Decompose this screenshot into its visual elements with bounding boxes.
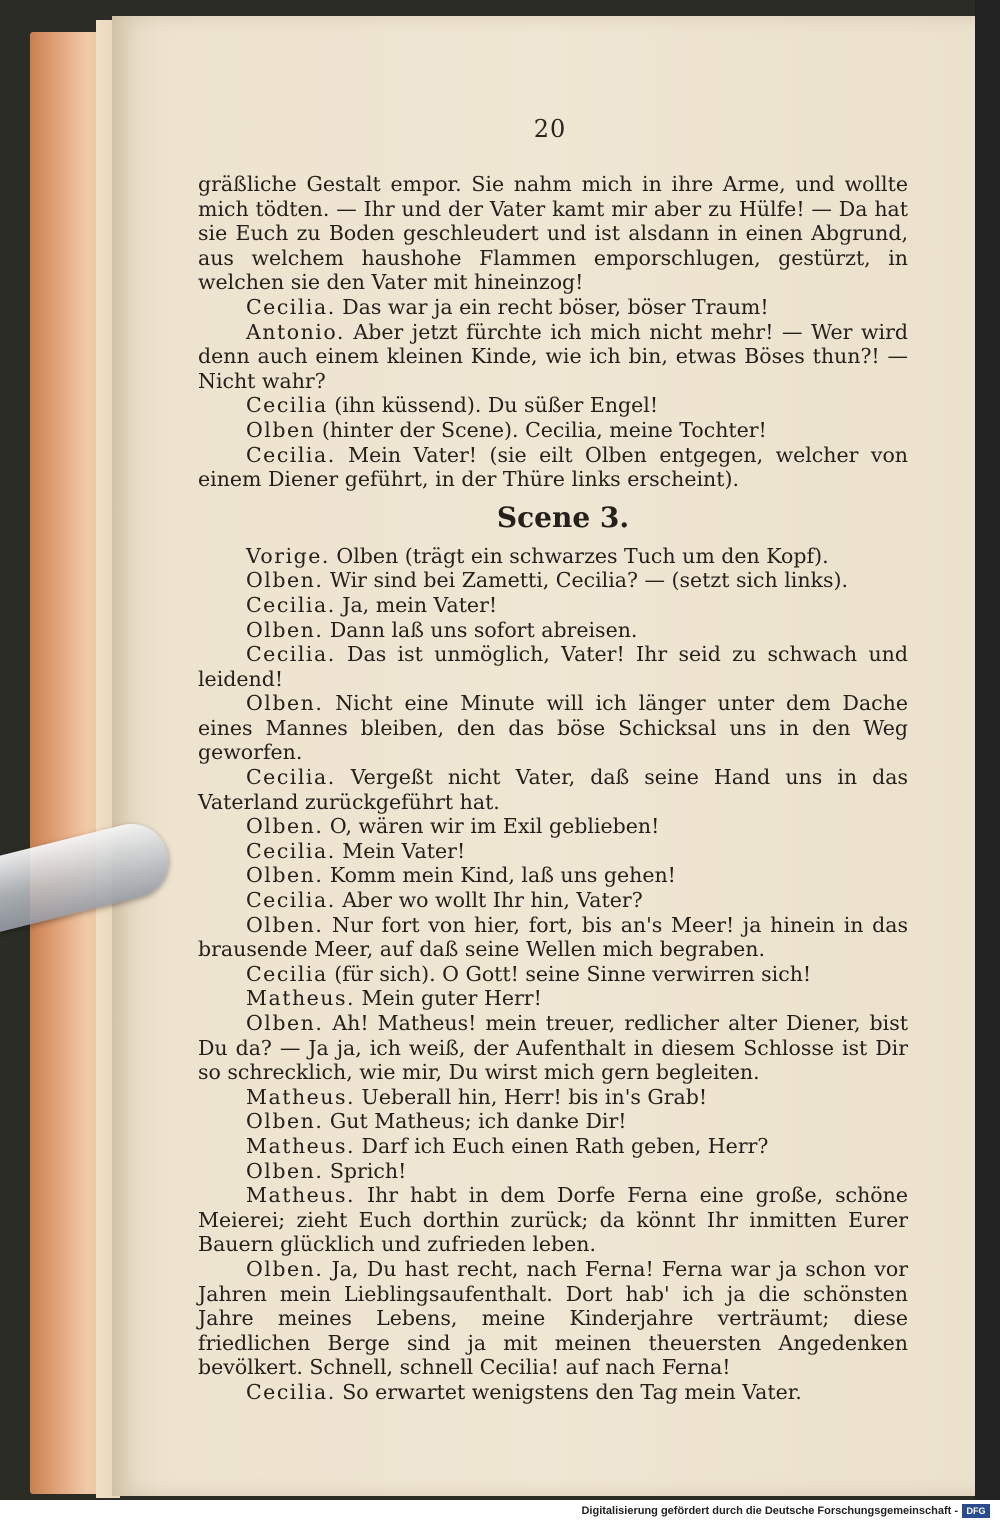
line-text: Olben (trägt ein schwarzes Tuch um den Kopf). — [329, 543, 829, 568]
dialogue-line — [198, 618, 908, 643]
speaker-name: Cecilia — [246, 961, 328, 986]
right-margin-dark — [975, 0, 1000, 1500]
speaker-name: Olben. — [246, 863, 324, 888]
line-text: Dann laß uns sofort abreisen. — [323, 617, 638, 642]
speaker-name: Cecilia. — [246, 888, 336, 913]
speaker-name: Olben. — [246, 912, 324, 937]
line-text: Gut Matheus; ich danke Dir! — [323, 1109, 627, 1134]
speaker-name: Olben. — [246, 617, 324, 642]
line-text: Vergeßt nicht Vater, daß seine Hand uns in das Vaterland zurückgeführt hat. — [198, 765, 908, 814]
page-number: 20 — [533, 115, 567, 143]
paragraph — [198, 172, 908, 295]
dialogue-line — [198, 393, 908, 418]
page-text — [198, 172, 908, 1405]
speaker-name: Antonio. — [246, 319, 345, 344]
speaker-name: Cecilia. — [246, 765, 336, 790]
dialogue-line — [198, 863, 908, 888]
line-text: Darf ich Euch einen Rath geben, Herr? — [355, 1133, 769, 1158]
line-text: Das ist unmöglich, Vater! Ihr seid zu schwach und leidend! — [198, 642, 908, 691]
speaker-name: Matheus. — [246, 1183, 356, 1208]
dialogue-line — [198, 1085, 908, 1110]
speaker-name: Cecilia — [246, 393, 328, 418]
line-text: (für sich). O Gott! seine Sinne verwirren sich! — [327, 961, 812, 986]
line-text: Nicht eine Minute will ich länger unter dem Dache eines Mannes bleiben, den das böse Schicksal uns in den Weg geworfen. — [198, 691, 908, 765]
dialogue-line — [198, 1011, 908, 1085]
dialogue-line — [198, 1380, 908, 1405]
line-text: O, wären wir im Exil geblieben! — [323, 814, 660, 839]
line-text: Ueberall hin, Herr! bis in's Grab! — [355, 1084, 708, 1109]
line-text: Sprich! — [323, 1158, 407, 1183]
line-text: Nur fort von hier, fort, bis an's Meer! ja hinein in das brausende Meer, auf daß seine Wellen mich begraben. — [198, 912, 908, 962]
dialogue-line — [198, 1257, 908, 1380]
speaker-name: Cecilia. — [246, 838, 336, 863]
dialogue-line — [198, 544, 908, 569]
dialogue-line — [198, 568, 908, 593]
speaker-name: Cecilia. — [246, 294, 336, 319]
dialogue-line — [198, 418, 908, 443]
line-text: (hinter der Scene). Cecilia, meine Tochter! — [315, 417, 767, 442]
dialogue-line — [198, 962, 908, 987]
line-text: gräßliche Gestalt empor. Sie nahm mich in ihre Arme, und wollte mich tödten. — Ihr und der Vater kamt mir aber zu Hülfe! — Da hat sie Euch zu Boden geschleudert und ist alsdann in einen Abgrund, aus welchem haushohe Flammen emporschlugen, gestürzt, in welchen sie den Vater mit hineinzog! — [198, 172, 908, 295]
speaker-name: Cecilia. — [246, 642, 336, 667]
dialogue-line — [198, 691, 908, 765]
line-text: Mein Vater! — [335, 838, 466, 863]
line-text: Das war ja ein recht böser, böser Traum! — [335, 294, 769, 319]
dialogue-line — [198, 1183, 908, 1257]
dialogue-line — [198, 320, 908, 394]
dialogue-line — [198, 642, 908, 691]
line-text: Ihr habt in dem Dorfe Ferna eine große, schöne Meierei; zieht Euch dorthin zurück; da könnt Ihr inmitten Eurer Bauern glücklich und zufrieden leben. — [198, 1183, 908, 1257]
speaker-name: Cecilia. — [246, 442, 336, 467]
dialogue-line — [198, 888, 908, 913]
dfg-logo: DFG — [962, 1504, 990, 1518]
speaker-name: Olben. — [246, 1158, 324, 1183]
dialogue-line — [198, 1159, 908, 1184]
speaker-name: Cecilia. — [246, 1379, 336, 1404]
line-text: Aber wo wollt Ihr hin, Vater? — [335, 888, 643, 913]
line-text: Aber jetzt fürchte ich mich nicht mehr! — Wer wird denn auch einem kleinen Kinde, wie ich bin, etwas Böses thun?! — Nicht wahr? — [198, 319, 908, 393]
line-text: Komm mein Kind, laß uns gehen! — [323, 863, 676, 888]
speaker-name: Matheus. — [246, 986, 356, 1011]
line-text: Wir sind bei Zametti, Cecilia? — (setzt sich links). — [323, 568, 848, 593]
footer-credit: Digitalisierung gefördert durch die Deutsche Forschungsgemeinschaft - — [581, 1505, 958, 1517]
speaker-name: Matheus. — [246, 1133, 356, 1158]
speaker-name: Olben. — [246, 1011, 324, 1035]
speaker-name: Olben. — [246, 691, 324, 716]
speaker-name: Olben. — [246, 814, 324, 839]
dialogue-line — [198, 913, 908, 962]
line-text: Mein Vater! (sie eilt Olben entgegen, welcher von einem Diener geführt, in der Thüre links erscheint). — [198, 442, 908, 492]
dialogue-line — [198, 814, 908, 839]
line-text: Ja, mein Vater! — [335, 592, 498, 617]
dialogue-line — [198, 1134, 908, 1159]
line-text: Ah! Matheus! mein treuer, redlicher alter Diener, bist Du da? — Ja ja, ich weiß, der Aufenthalt in diesem Schlosse ist Dir so schrecklich, wie mir, Du wirst mich gern begleiten. — [198, 1011, 908, 1085]
line-text: Ja, Du hast recht, nach Ferna! Ferna war ja schon vor Jahren mein Lieblingsaufenthalt. Dort hab' ich ja die schönsten Jahre meines Lebens, meine Kinderjahre verträumt; diese friedlichen Berge sind ja mit meinen theuersten Angedenken bevölkert. Schnell, schnell Cecilia! auf nach Ferna! — [198, 1256, 908, 1380]
dialogue-line — [198, 1109, 908, 1134]
dialogue-line — [198, 593, 908, 618]
speaker-name: Matheus. — [246, 1084, 356, 1109]
speaker-name: Olben. — [246, 1109, 324, 1134]
speaker-name: Cecilia. — [246, 592, 336, 617]
speaker-name: Olben. — [246, 568, 324, 593]
line-text: Mein guter Herr! — [355, 986, 542, 1011]
scene-heading: Scene 3. — [496, 500, 630, 534]
line-text: So erwartet wenigstens den Tag mein Vater. — [335, 1379, 802, 1404]
speaker-name: Olben. — [246, 1256, 324, 1281]
speaker-name: Olben — [246, 417, 316, 442]
dialogue-line — [198, 839, 908, 864]
dialogue-line — [198, 295, 908, 320]
dialogue-line — [198, 765, 908, 814]
dialogue-line — [198, 443, 908, 492]
line-text: (ihn küssend). Du süßer Engel! — [327, 393, 659, 418]
speaker-name: Vorige. — [246, 543, 330, 568]
dialogue-line — [198, 986, 908, 1011]
